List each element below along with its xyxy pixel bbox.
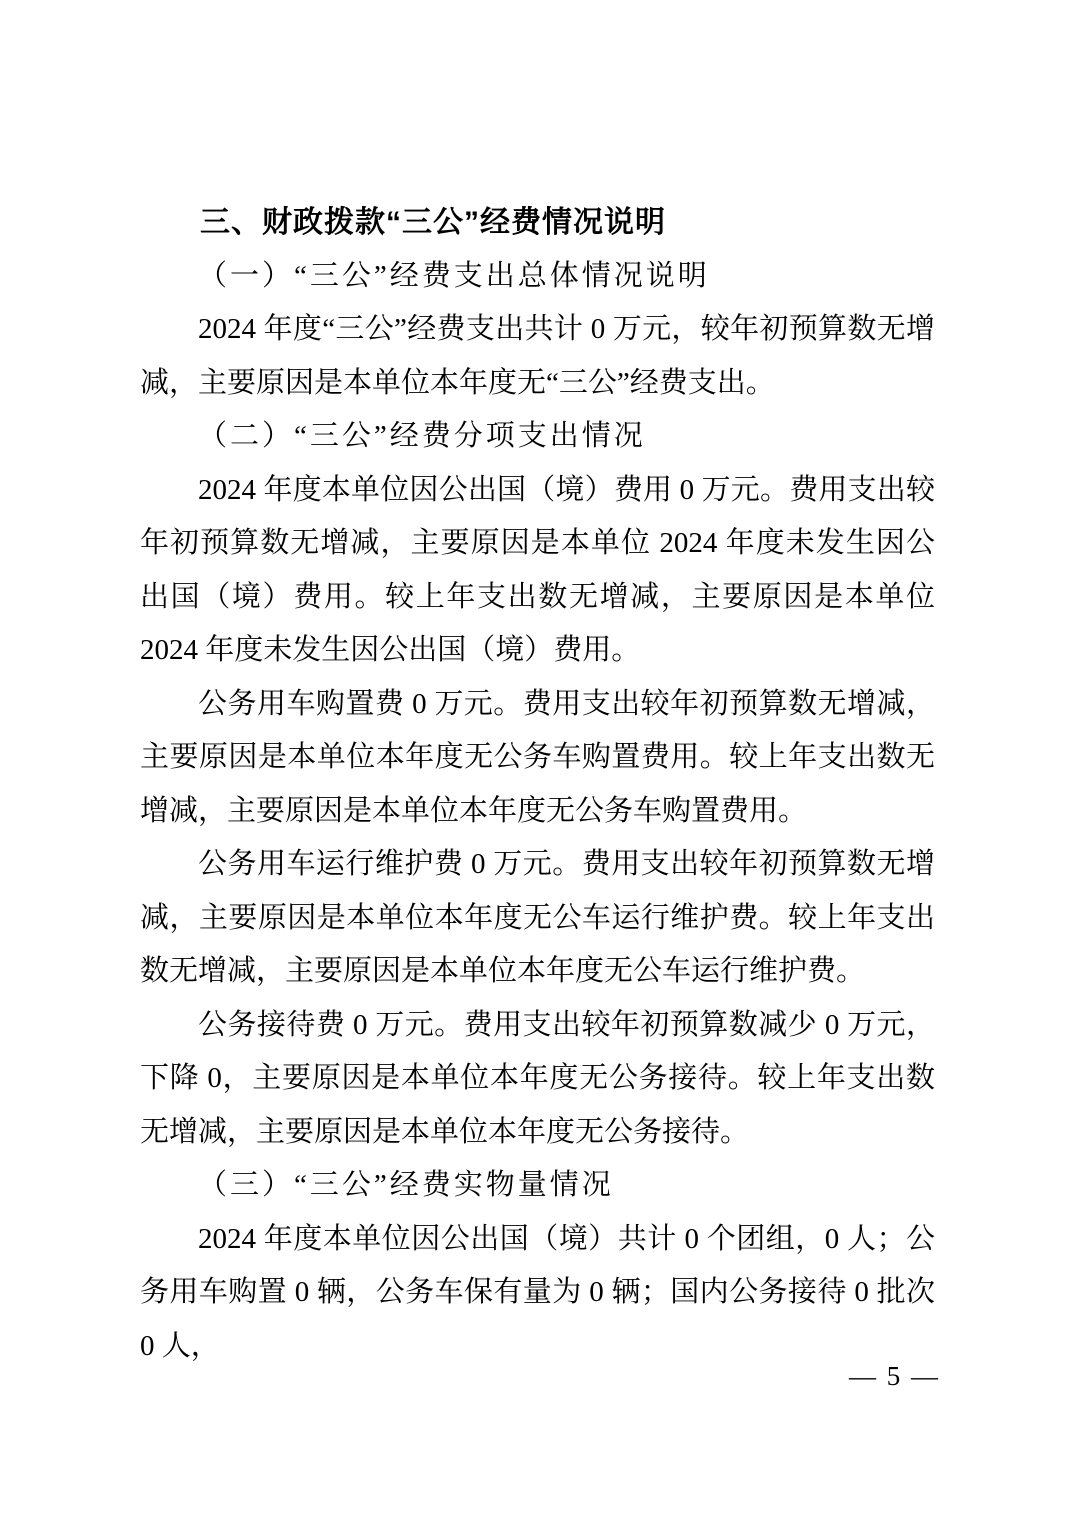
paragraph-official-reception: 公务接待费 0 万元。费用支出较年初预算数减少 0 万元，下降 0，主要原因是本单位本年度无公务接待。较上年支出数无增减，主要原因是本单位本年度无公务接待。	[140, 1008, 935, 1148]
page-number: — 5 —	[849, 1361, 940, 1391]
subsection-heading-overall: （一）“三公”经费支出总体情况说明	[198, 259, 710, 292]
document-content	[140, 196, 935, 1373]
paragraph-vehicle-purchase: 公务用车购置费 0 万元。费用支出较年初预算数无增减，主要原因是本单位本年度无公务车购置费用。较上年支出数无增减，主要原因是本单位本年度无公务车购置费用。	[140, 687, 935, 827]
section-heading: 三、财政拨款“三公”经费情况说明	[200, 206, 666, 239]
paragraph-overseas-travel: 2024 年度本单位因公出国（境）费用 0 万元。费用支出较年初预算数无增减，主要原因是本单位 2024 年度未发生因公出国（境）费用。较上年支出数无增减，主要原因是本单位 2024 年度未发生因公出国（境）费用。	[140, 473, 935, 666]
subsection-heading-physical-quantity: （三）“三公”经费实物量情况	[198, 1169, 614, 1201]
paragraph-physical-quantity: 2024 年度本单位因公出国（境）共计 0 个团组，0 人；公务用车购置 0 辆，公务车保有量为 0 辆；国内公务接待 0 批次 0 人，	[140, 1222, 935, 1362]
paragraph-overall-spending: 2024 年度“三公”经费支出共计 0 万元，较年初预算数无增减，主要原因是本单位本年度无“三公”经费支出。	[140, 313, 935, 399]
subsection-heading-itemized: （二）“三公”经费分项支出情况	[198, 420, 646, 452]
paragraph-vehicle-maintenance: 公务用车运行维护费 0 万元。费用支出较年初预算数无增减，主要原因是本单位本年度无公车运行维护费。较上年支出数无增减，主要原因是本单位本年度无公车运行维护费。	[140, 848, 935, 987]
